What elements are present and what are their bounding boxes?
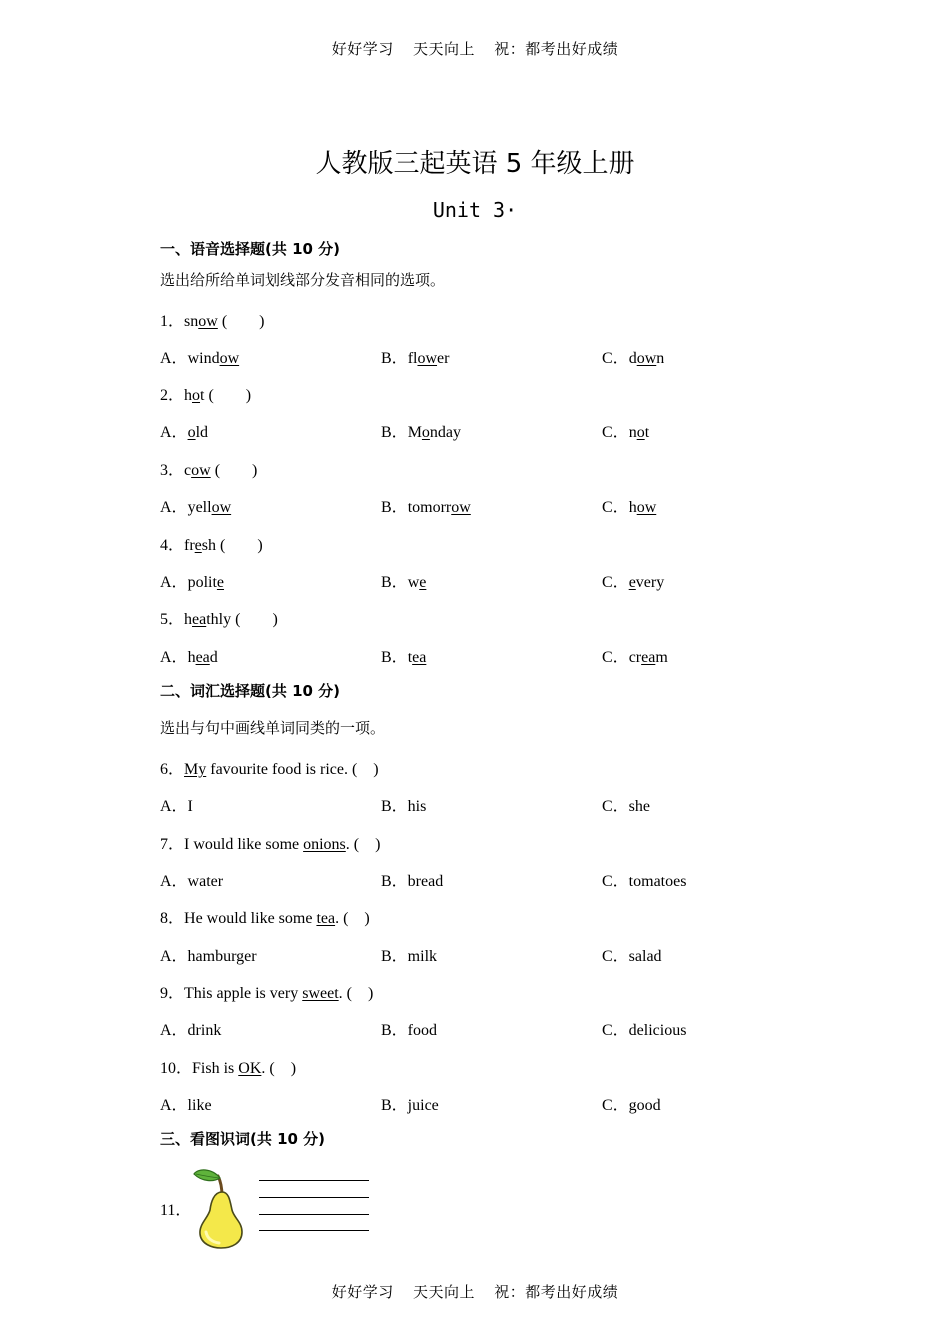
- section-2-heading: 二、词汇选择题(共 10 分): [160, 682, 341, 700]
- section-1-instruction: 选出给所给单词划线部分发音相同的选项。: [160, 271, 446, 289]
- q7-option-a[interactable]: A．water: [160, 873, 224, 890]
- section-2-instruction: 选出与句中画线单词同类的一项。: [160, 719, 386, 737]
- q3-option-c[interactable]: C．how: [602, 499, 657, 516]
- q2-option-c[interactable]: C．not: [602, 424, 650, 441]
- question-2: 2．hot ( ): [160, 387, 252, 404]
- question-1: 1．snow ( ): [160, 313, 265, 330]
- question-9: 9．This apple is very sweet. ( ): [160, 985, 374, 1002]
- q8-option-a[interactable]: A．hamburger: [160, 948, 257, 965]
- page-footer: [0, 1281, 950, 1302]
- header-motto-2: 天天向上: [412, 40, 475, 58]
- q3-option-a[interactable]: A．yellow: [160, 499, 232, 516]
- q1-option-c[interactable]: C．down: [602, 350, 665, 367]
- question-5: 5．heathly ( ): [160, 611, 278, 628]
- answer-line-3[interactable]: [259, 1214, 369, 1215]
- q7-option-b[interactable]: B．bread: [381, 873, 444, 890]
- section-3-heading: 三、看图识词(共 10 分): [160, 1130, 326, 1148]
- q5-option-c[interactable]: C．cream: [602, 649, 668, 666]
- q4-option-c[interactable]: C．every: [602, 574, 665, 591]
- footer-motto-1: 好好学习: [331, 1283, 394, 1301]
- q6-option-c[interactable]: C．she: [602, 798, 651, 815]
- q5-option-a[interactable]: A．head: [160, 649, 218, 666]
- q2-option-b[interactable]: B．Monday: [381, 424, 462, 441]
- q3-option-b[interactable]: B．tomorrow: [381, 499, 471, 516]
- q8-option-c[interactable]: C．salad: [602, 948, 662, 965]
- section-1-heading: 一、语音选择题(共 10 分): [160, 240, 341, 258]
- q8-option-b[interactable]: B．milk: [381, 948, 438, 965]
- footer-motto-3: 祝：都考出好成绩: [494, 1283, 619, 1301]
- answer-line-4[interactable]: [259, 1230, 369, 1231]
- q4-option-b[interactable]: B．we: [381, 574, 427, 591]
- q1-option-b[interactable]: B．flower: [381, 350, 450, 367]
- pear-icon: [192, 1166, 248, 1250]
- question-8: 8．He would like some tea. ( ): [160, 910, 370, 927]
- question-11-number: 11．: [160, 1202, 192, 1219]
- q1-option-a[interactable]: A．window: [160, 350, 240, 367]
- q7-option-c[interactable]: C．tomatoes: [602, 873, 687, 890]
- q6-option-b[interactable]: B．his: [381, 798, 427, 815]
- header-motto-3: 祝：都考出好成绩: [494, 40, 619, 58]
- question-10: 10．Fish is OK. ( ): [160, 1060, 297, 1077]
- q10-option-a[interactable]: A．like: [160, 1097, 212, 1114]
- header-motto-1: 好好学习: [331, 40, 394, 58]
- question-6: 6．My favourite food is rice. ( ): [160, 761, 379, 778]
- answer-line-2[interactable]: [259, 1197, 369, 1198]
- q2-option-a[interactable]: A．old: [160, 424, 209, 441]
- footer-motto-2: 天天向上: [412, 1283, 475, 1301]
- page-subtitle: Unit 3·: [432, 198, 518, 222]
- answer-line-1[interactable]: [259, 1180, 369, 1181]
- q6-option-a[interactable]: A．I: [160, 798, 193, 815]
- q9-option-c[interactable]: C．delicious: [602, 1022, 687, 1039]
- page-header: [0, 38, 950, 59]
- q5-option-b[interactable]: B．tea: [381, 649, 427, 666]
- q10-option-c[interactable]: C．good: [602, 1097, 661, 1114]
- question-3: 3．cow ( ): [160, 462, 258, 479]
- page-title: 人教版三起英语 5 年级上册: [315, 149, 635, 179]
- q10-option-b[interactable]: B．juice: [381, 1097, 439, 1114]
- q9-option-a[interactable]: A．drink: [160, 1022, 222, 1039]
- q4-option-a[interactable]: A．polite: [160, 574, 225, 591]
- question-4: 4．fresh ( ): [160, 537, 263, 554]
- question-7: 7．I would like some onions. ( ): [160, 836, 381, 853]
- q9-option-b[interactable]: B．food: [381, 1022, 438, 1039]
